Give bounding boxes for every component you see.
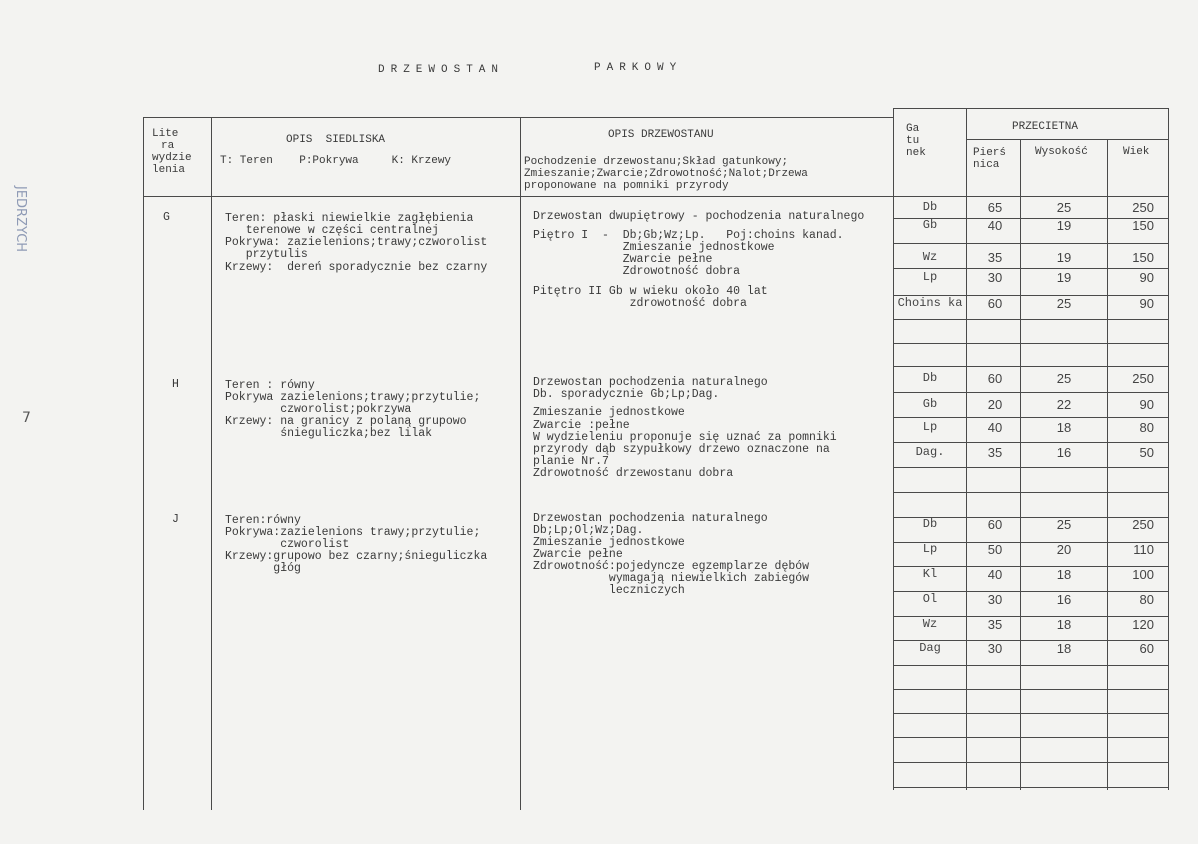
species-name: Kl [922, 567, 938, 581]
species-wiek: 110 [1133, 542, 1154, 557]
header-opis-drzewostanu: OPIS DRZEWOSTANU [608, 129, 714, 141]
species-name: Db [922, 371, 938, 385]
siedlisko-g-line-3: Pokrywa: zazielenions;trawy;czworolist [225, 236, 488, 249]
siedlisko-j-line-2: Pokrywa:zazielenions trawy;przytulie; [225, 526, 481, 539]
species-piersnica: 35 [987, 617, 1003, 632]
drzewostan-g-line-9: zdrowotność dobra [533, 297, 747, 310]
drzewostan-h-line-5: Zwarcie :pełne [533, 419, 630, 432]
drzewostan-h-line-7: przyrody dąb szypułkowy drzewo oznaczone na [533, 443, 830, 456]
header-siedlisko-legend: T: Teren P:Pokrywa K: Krzewy [220, 155, 452, 167]
species-name: Db [922, 200, 938, 214]
vline-siedlisko [520, 117, 521, 810]
header-drzewostan-legend-1: Pochodzenie drzewostanu;Skład gatunkowy; [524, 156, 789, 168]
header-gatunek-2: tu [906, 135, 920, 147]
drzewostan-h-line-9: Zdrowotność drzewostanu dobra [533, 467, 734, 480]
species-wiek: 90 [1139, 296, 1154, 311]
header-litera-4: lenia [152, 164, 186, 176]
vline-drzewostan [893, 108, 894, 790]
species-name: Lp [922, 270, 938, 284]
drzewostan-h-line-8: planie Nr.7 [533, 455, 609, 468]
section-letter-g: G [163, 211, 170, 224]
species-name: Dag. [915, 445, 945, 459]
species-wiek: 100 [1132, 567, 1154, 582]
vline-right [1168, 108, 1169, 790]
species-wysokosc: 20 [1056, 542, 1072, 557]
drzewostan-g-line-6: Zdrowotność dobra [533, 265, 741, 278]
drzewostan-j-line-2: Db;Lp;Ol;Wz;Dag. [533, 524, 644, 537]
rule-przecietna [966, 139, 1169, 140]
siedlisko-j-line-5: głóg [225, 562, 301, 575]
rule-top-left [143, 117, 893, 118]
species-wiek: 250 [1132, 371, 1154, 386]
species-name: Gb [922, 397, 938, 411]
species-row-rule [893, 319, 1169, 320]
species-wiek: 80 [1139, 592, 1154, 607]
siedlisko-h-line-2: Pokrywa zazielenions;trawy;przytulie; [225, 391, 481, 404]
header-opis-siedliska: OPIS SIEDLISKA [286, 134, 386, 146]
header-wiek: Wiek [1123, 146, 1150, 158]
species-piersnica: 50 [987, 542, 1003, 557]
section-letter-j: J [172, 513, 179, 526]
drzewostan-g-line-5: Zwarcie pełne [533, 253, 713, 266]
species-name: Dag [919, 641, 941, 655]
species-wysokosc: 19 [1056, 218, 1072, 233]
drzewostan-h-line-4: Zmieszanie jednostkowe [533, 406, 685, 419]
header-litera-2: ra [161, 140, 175, 152]
title-parkowy: PARKOWY [594, 62, 683, 74]
header-drzewostan-legend-3: proponowane na pomniki przyrody [524, 180, 729, 192]
species-wysokosc: 25 [1056, 296, 1072, 311]
species-row-rule [893, 268, 1169, 269]
species-wysokosc: 18 [1056, 641, 1072, 656]
species-piersnica: 40 [987, 567, 1003, 582]
siedlisko-j-line-3: czworolist [225, 538, 350, 551]
siedlisko-h-line-5: śnieguliczka;bez lilak [225, 427, 433, 440]
species-wysokosc: 16 [1056, 445, 1072, 460]
species-piersnica: 20 [987, 397, 1003, 412]
title-drzewostan: DRZEWOSTAN [378, 64, 505, 76]
vline-left [143, 117, 144, 810]
species-wiek: 90 [1139, 397, 1154, 412]
rule-header-bottom [143, 196, 1169, 197]
species-row-rule [893, 665, 1169, 666]
species-wiek: 150 [1132, 218, 1154, 233]
siedlisko-g-line-5: Krzewy: dereń sporadycznie bez czarny [225, 261, 488, 274]
species-row-rule [893, 787, 1169, 788]
header-piersnica-2: nica [973, 159, 1000, 171]
species-piersnica: 60 [987, 517, 1003, 532]
drzewostan-h-line-6: W wydzieleniu proponuje się uznać za pomniki [533, 431, 837, 444]
vline-gatunek [966, 108, 967, 790]
siedlisko-h-line-4: Krzewy: na granicy z polaną grupowo [225, 415, 467, 428]
siedlisko-g-line-1: Teren: płaski niewielkie zagłębienia [225, 212, 474, 225]
siedlisko-j-line-1: Teren:równy [225, 514, 301, 527]
species-row-rule [893, 762, 1169, 763]
species-wysokosc: 19 [1056, 270, 1072, 285]
species-name: Ol [922, 592, 938, 606]
species-wiek: 250 [1132, 200, 1154, 215]
species-name: Gb [922, 218, 938, 232]
species-wysokosc: 18 [1056, 567, 1072, 582]
species-wysokosc: 22 [1056, 397, 1072, 412]
drzewostan-j-line-7: leczniczych [533, 584, 685, 597]
vline-litera [211, 117, 212, 810]
species-name: Wz [922, 250, 938, 264]
margin-number: 7 [22, 410, 31, 426]
species-piersnica: 40 [987, 420, 1003, 435]
species-wiek: 120 [1132, 617, 1154, 632]
species-piersnica: 30 [987, 592, 1003, 607]
species-wysokosc: 25 [1056, 371, 1072, 386]
species-name: Lp [922, 420, 938, 434]
species-name: Lp [922, 542, 938, 556]
drzewostan-j-line-3: Zmieszanie jednostkowe [533, 536, 685, 549]
drzewostan-h-line-2: Db. sporadycznie Gb;Lp;Dag. [533, 388, 720, 401]
species-row-rule [893, 417, 1169, 418]
species-wysokosc: 25 [1056, 200, 1072, 215]
species-piersnica: 35 [987, 445, 1003, 460]
species-wiek: 150 [1132, 250, 1154, 265]
species-wysokosc: 18 [1056, 420, 1072, 435]
species-wysokosc: 16 [1056, 592, 1072, 607]
species-wiek: 80 [1139, 420, 1154, 435]
siedlisko-j-line-4: Krzewy:grupowo bez czarny;śnieguliczka [225, 550, 488, 563]
species-piersnica: 30 [987, 641, 1003, 656]
species-wysokosc: 19 [1056, 250, 1072, 265]
header-litera-1: Lite [152, 128, 179, 140]
siedlisko-h-line-1: Teren : równy [225, 379, 315, 392]
header-litera-3: wydzie [152, 152, 192, 164]
species-piersnica: 35 [987, 250, 1003, 265]
species-name: Choins ka [897, 296, 963, 310]
species-row-rule [893, 737, 1169, 738]
header-przecietna: PRZECIETNA [1012, 121, 1079, 133]
siedlisko-g-line-4: przytulis [225, 248, 308, 261]
species-row-rule [893, 243, 1169, 244]
header-drzewostan-legend-2: Zmieszanie;Zwarcie;Zdrowotność;Nalot;Drzewa [524, 168, 808, 180]
species-piersnica: 60 [987, 296, 1003, 311]
siedlisko-g-line-2: terenowe w części centralnej [225, 224, 439, 237]
drzewostan-j-line-6: wymagają niewielkich zabiegów [533, 572, 810, 585]
species-row-rule [893, 492, 1169, 493]
drzewostan-g-line-3: Piętro I - Db;Gb;Wz;Lp. Poj:choins kanad. [533, 229, 844, 242]
vline-wysokosc [1107, 139, 1108, 790]
species-row-rule [893, 442, 1169, 443]
species-row-rule [893, 343, 1169, 344]
species-row-rule [893, 366, 1169, 367]
drzewostan-j-line-4: Zwarcie pełne [533, 548, 623, 561]
species-wysokosc: 18 [1056, 617, 1072, 632]
species-wiek: 60 [1139, 641, 1154, 656]
drzewostan-j-line-1: Drzewostan pochodzenia naturalnego [533, 512, 768, 525]
species-wiek: 90 [1139, 270, 1154, 285]
species-name: Db [922, 517, 938, 531]
rule-top-right [893, 108, 1169, 109]
species-piersnica: 30 [987, 270, 1003, 285]
header-gatunek-1: Ga [906, 123, 920, 135]
species-name: Wz [922, 617, 938, 631]
section-letter-h: H [172, 378, 179, 391]
drzewostan-g-line-8: Pitętro II Gb w wieku około 40 lat [533, 285, 768, 298]
species-row-rule [893, 689, 1169, 690]
siedlisko-h-line-3: czworolist;pokrzywa [225, 403, 412, 416]
species-row-rule [893, 467, 1169, 468]
species-wiek: 50 [1139, 445, 1154, 460]
species-piersnica: 60 [987, 371, 1003, 386]
header-wysokosc: Wysokość [1035, 146, 1088, 158]
species-wysokosc: 25 [1056, 517, 1072, 532]
drzewostan-g-line-1: Drzewostan dwupiętrowy - pochodzenia naturalnego [533, 210, 865, 223]
drzewostan-j-line-5: Zdrowotność:pojedyncze egzemplarze dębów [533, 560, 810, 573]
margin-handwritten-note: JEDRZYCH [13, 186, 28, 253]
species-wiek: 250 [1132, 517, 1154, 532]
vline-piersnica [1020, 139, 1021, 790]
header-gatunek-3: nek [906, 147, 926, 159]
drzewostan-g-line-4: Zmieszanie jednostkowe [533, 241, 775, 254]
drzewostan-h-line-1: Drzewostan pochodzenia naturalnego [533, 376, 768, 389]
species-row-rule [893, 713, 1169, 714]
header-piersnica-1: Pierś [973, 147, 1007, 159]
species-piersnica: 40 [987, 218, 1003, 233]
species-piersnica: 65 [987, 200, 1003, 215]
species-row-rule [893, 392, 1169, 393]
